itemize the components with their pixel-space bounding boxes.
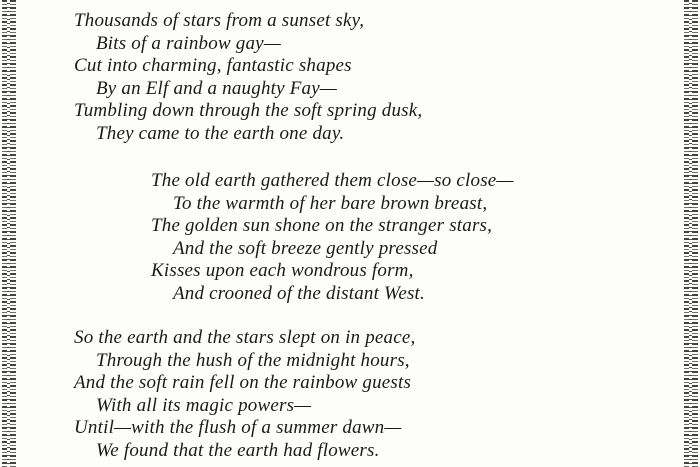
poem-line: And crooned of the distant West.: [173, 282, 425, 304]
poem-line: To the warmth of her bare brown breast,: [173, 192, 488, 214]
stanza-2: [151, 170, 514, 305]
decorative-border-right: [684, 0, 698, 467]
poem-line: Bits of a rainbow gay—: [96, 32, 281, 54]
poem-line: Through the hush of the midnight hours,: [96, 349, 410, 371]
stanza-1: [74, 10, 422, 145]
decorative-border-left: [2, 0, 16, 467]
poem-line: Tumbling down through the soft spring dusk,: [74, 100, 423, 121]
poem-line: The old earth gathered them close—so close—: [151, 170, 514, 191]
poem-line: They came to the earth one day.: [96, 122, 345, 144]
poem-line: Kisses upon each wondrous form,: [151, 260, 414, 281]
poem-line: So the earth and the stars slept on in peace,: [74, 327, 416, 348]
poem-line: Until—with the flush of a summer dawn—: [74, 417, 402, 438]
poem-line: The golden sun shone on the stranger stars,: [151, 215, 493, 236]
poem-line: And the soft rain fell on the rainbow guests: [74, 372, 412, 393]
poem-line: We found that the earth had flowers.: [96, 439, 380, 461]
poem-line: Cut into charming, fantastic shapes: [74, 55, 352, 76]
poem-line: With all its magic powers—: [96, 394, 312, 416]
stanza-3: [74, 327, 415, 462]
poem-line: By an Elf and a naughty Fay—: [96, 77, 337, 99]
poem-line: And the soft breeze gently pressed: [173, 237, 438, 259]
poem-line: Thousands of stars from a sunset sky,: [74, 10, 365, 31]
